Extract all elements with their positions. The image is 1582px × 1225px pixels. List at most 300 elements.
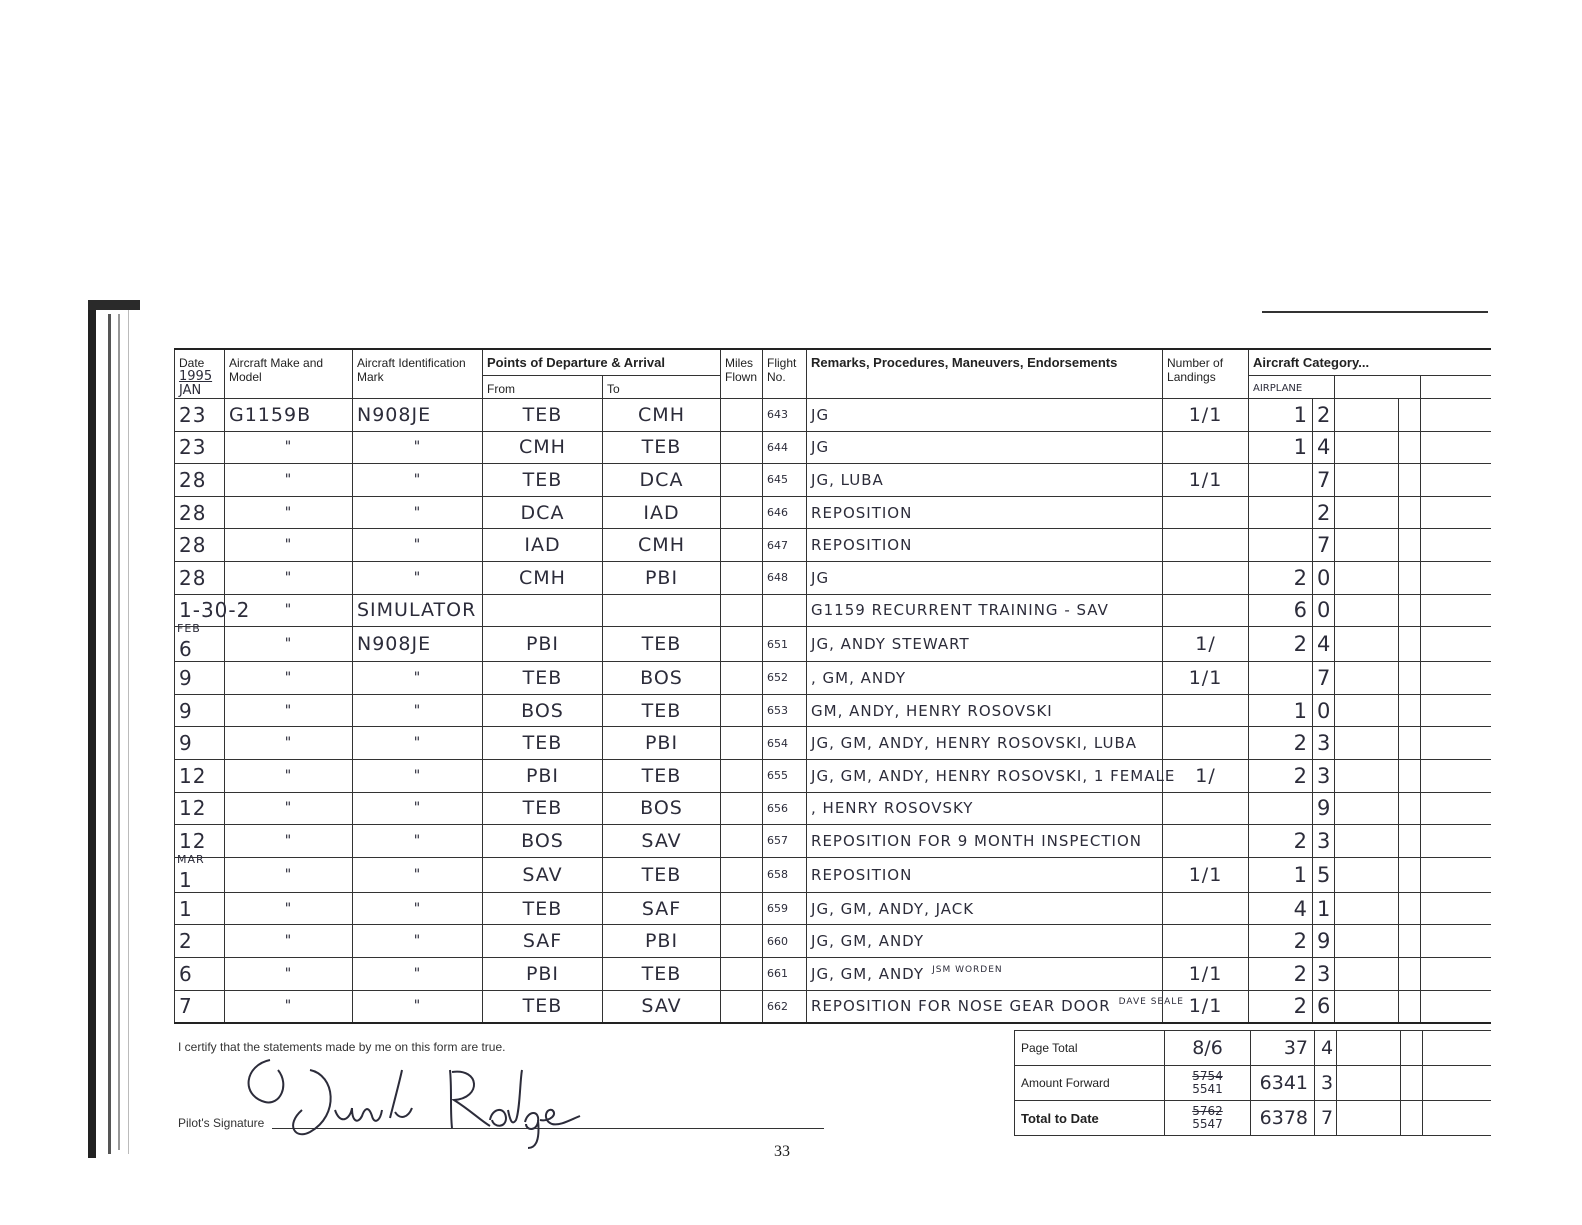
blank-cell: [1421, 561, 1491, 594]
blank-cell: [1335, 627, 1399, 662]
pilot-signature-label: Pilot's Signature: [178, 1116, 265, 1130]
flight-cell: 659: [763, 892, 807, 925]
make-cell: ": [225, 825, 353, 858]
tenths-cell: 9: [1313, 925, 1335, 958]
remarks-text: , GM, ANDY: [811, 668, 907, 687]
blank-cell: [1335, 825, 1399, 858]
remarks-text: JG, ANDY STEWART: [811, 635, 970, 654]
log-entry-row: [175, 825, 1491, 858]
hours-cell: [1249, 792, 1313, 825]
tenths-cell: 7: [1313, 529, 1335, 562]
remarks-note: DAVE SEALE: [1118, 997, 1184, 1008]
log-entry-row: [175, 694, 1491, 727]
remarks-text: REPOSITION FOR NOSE GEAR DOOR: [811, 997, 1111, 1016]
blank-cell: [1399, 594, 1421, 627]
ident-cell: ": [353, 857, 483, 892]
hours-cell: 2: [1249, 825, 1313, 858]
date-cell: 23: [175, 399, 225, 432]
landings-cell: 1/1: [1163, 399, 1249, 432]
blank-cell: [1399, 694, 1421, 727]
hours-cell: 1: [1249, 857, 1313, 892]
landings-header: Number of Landings: [1163, 349, 1249, 399]
date-cell: [175, 622, 225, 662]
blank-cell: [1399, 727, 1421, 760]
to-cell: TEB: [603, 957, 721, 990]
page-total-landings: 8/6: [1165, 1031, 1251, 1066]
landings-cell: 1/1: [1163, 990, 1249, 1023]
remarks-text: JG, GM, ANDY, HENRY ROSOVSKI, LUBA: [811, 734, 1137, 753]
log-entry-row: [175, 727, 1491, 760]
blank-cell: [1421, 892, 1491, 925]
to-cell: TEB: [603, 694, 721, 727]
miles-cell: [721, 825, 763, 858]
miles-cell: [721, 662, 763, 695]
to-cell: SAF: [603, 892, 721, 925]
remarks-cell: [807, 431, 1163, 464]
remarks-cell: [807, 925, 1163, 958]
blank-cell: [1399, 496, 1421, 529]
from-cell: IAD: [483, 529, 603, 562]
date-cell: 9: [175, 694, 225, 727]
ident-cell: ": [353, 759, 483, 792]
remarks-text: JG, LUBA: [811, 470, 884, 489]
landings-cell: [1163, 431, 1249, 464]
binding-edge: [88, 300, 140, 1158]
date-cell: [175, 852, 225, 892]
ident-cell: ": [353, 892, 483, 925]
from-cell: TEB: [483, 464, 603, 497]
flight-cell: 656: [763, 792, 807, 825]
blank-cell: [1399, 825, 1421, 858]
blank-cell: [1399, 399, 1421, 432]
make-cell: ": [225, 694, 353, 727]
landings-cell: 1/: [1163, 627, 1249, 662]
landings-cell: [1163, 727, 1249, 760]
log-entry-row: [175, 431, 1491, 464]
flight-cell: [763, 594, 807, 627]
remarks-text: JG, GM, ANDY: [811, 932, 925, 951]
logbook-table: [174, 348, 1491, 1024]
total-to-date-hrs: 6378: [1251, 1101, 1315, 1136]
from-cell: TEB: [483, 892, 603, 925]
pilot-signature: [240, 1040, 600, 1150]
tenths-cell: 3: [1313, 727, 1335, 760]
blank-cell: [1421, 399, 1491, 432]
remarks-text: JG: [811, 568, 830, 587]
flight-cell: 643: [763, 399, 807, 432]
date-cell: 1-30-2: [175, 594, 225, 627]
log-entry-row: [175, 561, 1491, 594]
amount-forward-label: Amount Forward: [1015, 1066, 1165, 1101]
blank-cell: [1421, 627, 1491, 662]
miles-cell: [721, 561, 763, 594]
points-header: Points of Departure & Arrival: [483, 349, 721, 376]
ident-cell: ": [353, 464, 483, 497]
from-cell: CMH: [483, 561, 603, 594]
make-cell: ": [225, 561, 353, 594]
hours-cell: 2: [1249, 627, 1313, 662]
make-cell: ": [225, 892, 353, 925]
miles-cell: [721, 727, 763, 760]
blank-cell: [1399, 990, 1421, 1023]
amount-forward-landings: [1165, 1066, 1251, 1101]
flight-cell: 647: [763, 529, 807, 562]
log-entry-row: [175, 990, 1491, 1023]
remarks-header: Remarks, Procedures, Maneuvers, Endorsements: [807, 349, 1163, 399]
from-cell: [483, 594, 603, 627]
remarks-text: , HENRY ROSOVSKY: [811, 799, 974, 818]
flight-cell: 646: [763, 496, 807, 529]
category-blank-header-2: [1421, 376, 1491, 399]
blank-cell: [1421, 925, 1491, 958]
make-cell: ": [225, 627, 353, 662]
blank-cell: [1335, 727, 1399, 760]
blank-cell: [1335, 594, 1399, 627]
landings-cell: [1163, 561, 1249, 594]
blank-cell: [1421, 662, 1491, 695]
make-cell: ": [225, 957, 353, 990]
make-cell: ": [225, 792, 353, 825]
landings-cell: [1163, 825, 1249, 858]
date-cell: 2: [175, 925, 225, 958]
remarks-text: REPOSITION FOR 9 MONTH INSPECTION: [811, 831, 1142, 850]
from-cell: SAF: [483, 925, 603, 958]
remarks-cell: [807, 792, 1163, 825]
blank-cell: [1421, 529, 1491, 562]
category-sub-header: AIRPLANE: [1249, 376, 1335, 399]
amount-forward-landings-old: 5754: [1192, 1069, 1223, 1083]
blank-cell: [1335, 759, 1399, 792]
make-header: Aircraft Make and Model: [225, 349, 353, 399]
remarks-text: G1159 RECURRENT TRAINING - SAV: [811, 601, 1109, 620]
log-entry-row: [175, 957, 1491, 990]
log-entry-row: [175, 925, 1491, 958]
to-cell: PBI: [603, 561, 721, 594]
blank-cell: [1421, 431, 1491, 464]
blank-cell: [1335, 925, 1399, 958]
hours-cell: 1: [1249, 694, 1313, 727]
from-cell: BOS: [483, 825, 603, 858]
flight-cell: 654: [763, 727, 807, 760]
blank-cell: [1335, 792, 1399, 825]
miles-cell: [721, 759, 763, 792]
category-header: Aircraft Category...: [1249, 349, 1491, 376]
log-entry-row: [175, 464, 1491, 497]
month-label: MAR: [177, 852, 205, 866]
make-cell: ": [225, 727, 353, 760]
page-number: 33: [774, 1143, 790, 1160]
blank-cell: [1421, 792, 1491, 825]
flight-cell: 651: [763, 627, 807, 662]
date-cell: 12: [175, 792, 225, 825]
ident-cell: ": [353, 990, 483, 1023]
make-cell: ": [225, 496, 353, 529]
ident-cell: ": [353, 529, 483, 562]
remarks-cell: [807, 594, 1163, 627]
amount-forward-tenths: 3: [1315, 1066, 1337, 1101]
tenths-cell: 2: [1313, 399, 1335, 432]
flight-header: Flight No.: [763, 349, 807, 399]
to-cell: SAV: [603, 990, 721, 1023]
log-entry-row: [175, 496, 1491, 529]
to-cell: TEB: [603, 431, 721, 464]
miles-cell: [721, 957, 763, 990]
blank-cell: [1399, 759, 1421, 792]
remarks-cell: [807, 727, 1163, 760]
total-to-date-label: Total to Date: [1015, 1101, 1165, 1136]
header-row: [175, 349, 1491, 376]
remarks-text: JG: [811, 405, 830, 424]
to-header: To: [603, 376, 721, 399]
date-cell: 12: [175, 825, 225, 858]
blank-cell: [1335, 496, 1399, 529]
log-entry-row: [175, 594, 1491, 627]
month-label: FEB: [177, 622, 201, 636]
date-cell: 12: [175, 759, 225, 792]
log-entry-row: [175, 759, 1491, 792]
blank-cell: [1399, 464, 1421, 497]
remarks-cell: [807, 529, 1163, 562]
tenths-cell: 0: [1313, 561, 1335, 594]
from-cell: PBI: [483, 957, 603, 990]
date-cell: 28: [175, 561, 225, 594]
date-cell: 7: [175, 990, 225, 1023]
date-cell: 9: [175, 727, 225, 760]
blank-cell: [1421, 990, 1491, 1023]
tenths-cell: 4: [1313, 431, 1335, 464]
landings-cell: 1/1: [1163, 857, 1249, 892]
to-cell: TEB: [603, 759, 721, 792]
remarks-cell: [807, 464, 1163, 497]
amount-forward-landings-new: 5541: [1192, 1082, 1223, 1096]
blank-cell: [1335, 892, 1399, 925]
date-cell: 6: [175, 957, 225, 990]
remarks-text: JG, GM, ANDY, JACK: [811, 899, 975, 918]
ident-cell: ": [353, 496, 483, 529]
blank-cell: [1421, 496, 1491, 529]
miles-header: Miles Flown: [721, 349, 763, 399]
blank-cell: [1399, 792, 1421, 825]
tenths-cell: 7: [1313, 464, 1335, 497]
to-cell: BOS: [603, 792, 721, 825]
ident-cell: ": [353, 792, 483, 825]
tenths-cell: 0: [1313, 594, 1335, 627]
landings-cell: [1163, 594, 1249, 627]
page-total-row: [1015, 1031, 1491, 1066]
remarks-cell: [807, 759, 1176, 792]
landings-cell: [1163, 529, 1249, 562]
flight-cell: 657: [763, 825, 807, 858]
hours-cell: [1249, 662, 1313, 695]
remarks-text: JG, GM, ANDY: [811, 964, 925, 983]
to-cell: CMH: [603, 399, 721, 432]
from-cell: PBI: [483, 759, 603, 792]
to-cell: CMH: [603, 529, 721, 562]
tenths-cell: 3: [1313, 759, 1335, 792]
to-cell: [603, 594, 721, 627]
amount-forward-hrs: 6341: [1251, 1066, 1315, 1101]
tenths-cell: 3: [1313, 825, 1335, 858]
date-cell: 28: [175, 464, 225, 497]
total-to-date-tenths: 7: [1315, 1101, 1337, 1136]
landings-cell: [1163, 892, 1249, 925]
tenths-cell: 6: [1313, 990, 1335, 1023]
tenths-cell: 2: [1313, 496, 1335, 529]
from-cell: TEB: [483, 662, 603, 695]
blank-cell: [1335, 662, 1399, 695]
hours-cell: 6: [1249, 594, 1313, 627]
hours-cell: 2: [1249, 561, 1313, 594]
flight-cell: 644: [763, 431, 807, 464]
date-cell: 28: [175, 529, 225, 562]
landings-cell: [1163, 496, 1249, 529]
tenths-cell: 4: [1313, 627, 1335, 662]
blank-cell: [1421, 727, 1491, 760]
blank-cell: [1399, 431, 1421, 464]
total-to-date-landings-old: 5762: [1192, 1104, 1223, 1118]
miles-cell: [721, 529, 763, 562]
make-cell: ": [225, 857, 353, 892]
remarks-text: JG, GM, ANDY, HENRY ROSOVSKI, 1 FEMALE: [811, 766, 1176, 785]
to-cell: TEB: [603, 627, 721, 662]
blank-cell: [1335, 529, 1399, 562]
ident-cell: ": [353, 925, 483, 958]
miles-cell: [721, 857, 763, 892]
remarks-text: GM, ANDY, HENRY ROSOVSKI: [811, 701, 1053, 720]
miles-cell: [721, 792, 763, 825]
make-cell: ": [225, 990, 353, 1023]
from-cell: TEB: [483, 727, 603, 760]
remarks-text: JG: [811, 438, 830, 457]
amount-forward-row: [1015, 1066, 1491, 1101]
remarks-cell: [807, 627, 1163, 662]
blank-cell: [1399, 662, 1421, 695]
landings-cell: [1163, 694, 1249, 727]
remarks-cell: [807, 825, 1163, 858]
blank-cell: [1335, 399, 1399, 432]
remarks-cell: [807, 857, 1163, 892]
remarks-cell: [807, 662, 1163, 695]
from-cell: TEB: [483, 792, 603, 825]
ident-cell: N908JE: [353, 627, 483, 662]
blank-cell: [1421, 694, 1491, 727]
ident-cell: N908JE: [353, 399, 483, 432]
blank-cell: [1399, 561, 1421, 594]
log-entry-row: [175, 857, 1491, 892]
blank-cell: [1399, 857, 1421, 892]
remarks-note: JSM WORDEN: [932, 964, 1003, 975]
remarks-cell: [807, 399, 1163, 432]
tenths-cell: 5: [1313, 857, 1335, 892]
blank-cell: [1335, 431, 1399, 464]
flight-cell: 653: [763, 694, 807, 727]
blank-cell: [1399, 529, 1421, 562]
to-cell: SAV: [603, 825, 721, 858]
log-entry-row: [175, 529, 1491, 562]
page-total-label: Page Total: [1015, 1031, 1165, 1066]
landings-cell: 1/: [1163, 759, 1249, 792]
miles-cell: [721, 594, 763, 627]
blank-cell: [1421, 594, 1491, 627]
blank-cell: [1421, 857, 1491, 892]
page-total-hrs: 37: [1251, 1031, 1315, 1066]
date-month: JAN: [179, 383, 202, 398]
hours-cell: [1249, 529, 1313, 562]
date-value: 6: [179, 637, 193, 662]
ident-cell: ": [353, 561, 483, 594]
remarks-cell: [807, 694, 1163, 727]
total-to-date-row: [1015, 1101, 1491, 1136]
date-cell: 23: [175, 431, 225, 464]
total-to-date-landings: [1165, 1101, 1251, 1136]
miles-cell: [721, 627, 763, 662]
ident-cell: ": [353, 431, 483, 464]
blank-cell: [1335, 464, 1399, 497]
tenths-cell: 1: [1313, 892, 1335, 925]
hours-cell: 1: [1249, 431, 1313, 464]
hours-cell: 2: [1249, 957, 1313, 990]
make-cell: ": [225, 529, 353, 562]
from-cell: TEB: [483, 990, 603, 1023]
blank-cell: [1399, 925, 1421, 958]
hours-cell: 2: [1249, 925, 1313, 958]
make-cell: ": [225, 594, 353, 627]
flight-cell: 662: [763, 990, 807, 1023]
hours-cell: 2: [1249, 727, 1313, 760]
log-entry-row: [175, 892, 1491, 925]
date-header: Date 1995 JAN: [175, 349, 225, 399]
from-cell: PBI: [483, 627, 603, 662]
blank-cell: [1399, 957, 1421, 990]
blank-cell: [1335, 561, 1399, 594]
blank-cell: [1399, 892, 1421, 925]
remarks-cell: [807, 957, 1163, 990]
log-entry-row: [175, 662, 1491, 695]
make-cell: ": [225, 759, 353, 792]
category-blank-header: [1335, 376, 1421, 399]
to-cell: TEB: [603, 857, 721, 892]
remarks-cell: [807, 561, 1163, 594]
miles-cell: [721, 464, 763, 497]
make-cell: ": [225, 662, 353, 695]
flight-cell: 661: [763, 957, 807, 990]
log-entry-row: [175, 399, 1491, 432]
blank-cell: [1421, 825, 1491, 858]
landings-cell: 1/1: [1163, 662, 1249, 695]
from-cell: TEB: [483, 399, 603, 432]
from-header: From: [483, 376, 603, 399]
ident-cell: ": [353, 825, 483, 858]
landings-cell: [1163, 792, 1249, 825]
total-to-date-landings-new: 5547: [1192, 1117, 1223, 1131]
top-rule: [1262, 311, 1488, 313]
landings-cell: [1163, 925, 1249, 958]
flight-cell: 652: [763, 662, 807, 695]
miles-cell: [721, 990, 763, 1023]
blank-cell: [1335, 857, 1399, 892]
hours-cell: 2: [1249, 759, 1313, 792]
flight-cell: 648: [763, 561, 807, 594]
blank-cell: [1335, 957, 1399, 990]
miles-cell: [721, 892, 763, 925]
flight-cell: 645: [763, 464, 807, 497]
landings-cell: 1/1: [1163, 957, 1249, 990]
ident-cell: ": [353, 957, 483, 990]
date-cell: 28: [175, 496, 225, 529]
hours-cell: 4: [1249, 892, 1313, 925]
date-cell: 1: [175, 892, 225, 925]
hours-cell: [1249, 464, 1313, 497]
